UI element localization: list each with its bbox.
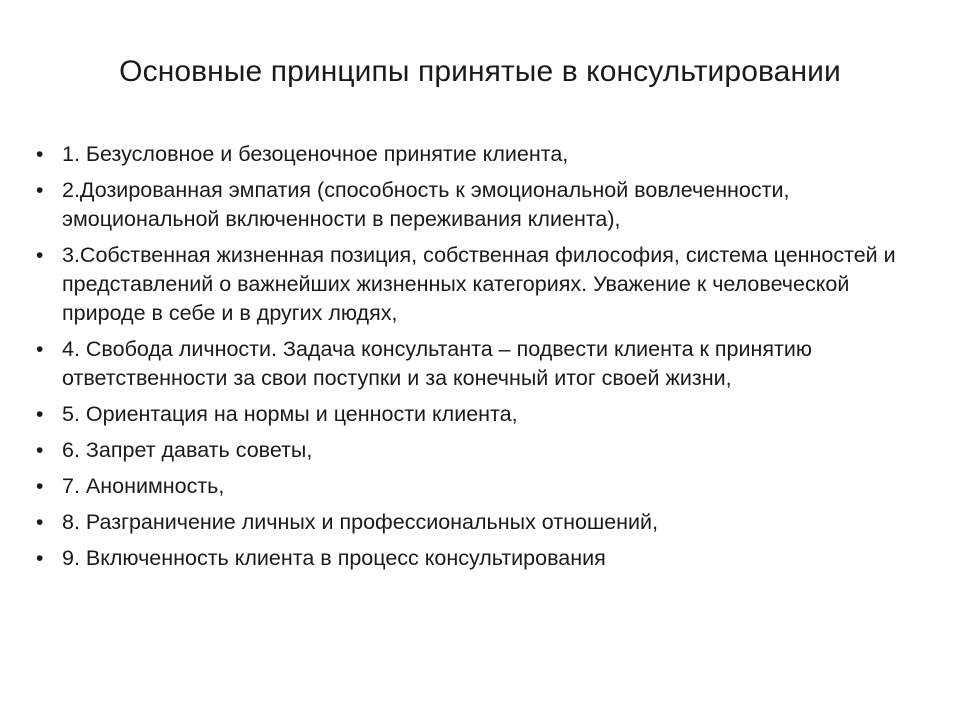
principles-list [36, 140, 916, 580]
bullet-icon: • [36, 403, 44, 426]
list-item-text: 7. Анонимность, [62, 474, 225, 498]
list-item [36, 335, 916, 393]
list-item-text: 1. Безусловное и безоценочное принятие клиента, [62, 142, 569, 166]
bullet-icon: • [36, 439, 44, 462]
list-item [36, 544, 916, 573]
list-item [36, 472, 916, 501]
slide-title: Основные принципы принятые в консультировании [119, 55, 841, 88]
list-item-text: 6. Запрет давать советы, [62, 438, 313, 462]
bullet-icon: • [36, 179, 44, 202]
bullet-icon: • [36, 338, 44, 361]
bullet-icon: • [36, 143, 44, 166]
bullet-icon: • [36, 244, 44, 267]
list-item [36, 436, 916, 465]
list-item [36, 176, 916, 234]
list-item-text: 2.Дозированная эмпатия (способность к эмоциональной вовлеченности, эмоциональной включенности в переживания клиента), [62, 178, 790, 231]
bullet-icon: • [36, 547, 44, 570]
list-item-text: 8. Разграничение личных и профессиональных отношений, [62, 510, 659, 534]
list-item-text: 4. Свобода личности. Задача консультанта – подвести клиента к принятию ответственности за свои поступки и за конечный итог своей жизни, [62, 337, 813, 390]
bullet-icon: • [36, 511, 44, 534]
list-item [36, 508, 916, 537]
list-item [36, 400, 916, 429]
bullet-icon: • [36, 475, 44, 498]
list-item-text: 3.Собственная жизненная позиция, собственная философия, система ценностей и представлений о важнейших жизненных категориях. Уважение к человеческой природе в себе и в других людях, [62, 243, 896, 325]
list-item-text: 9. Включенность клиента в процесс консультирования [62, 546, 606, 570]
list-item-text: 5. Ориентация на нормы и ценности клиента, [62, 402, 518, 426]
list-item [36, 241, 916, 328]
list-item [36, 140, 916, 169]
